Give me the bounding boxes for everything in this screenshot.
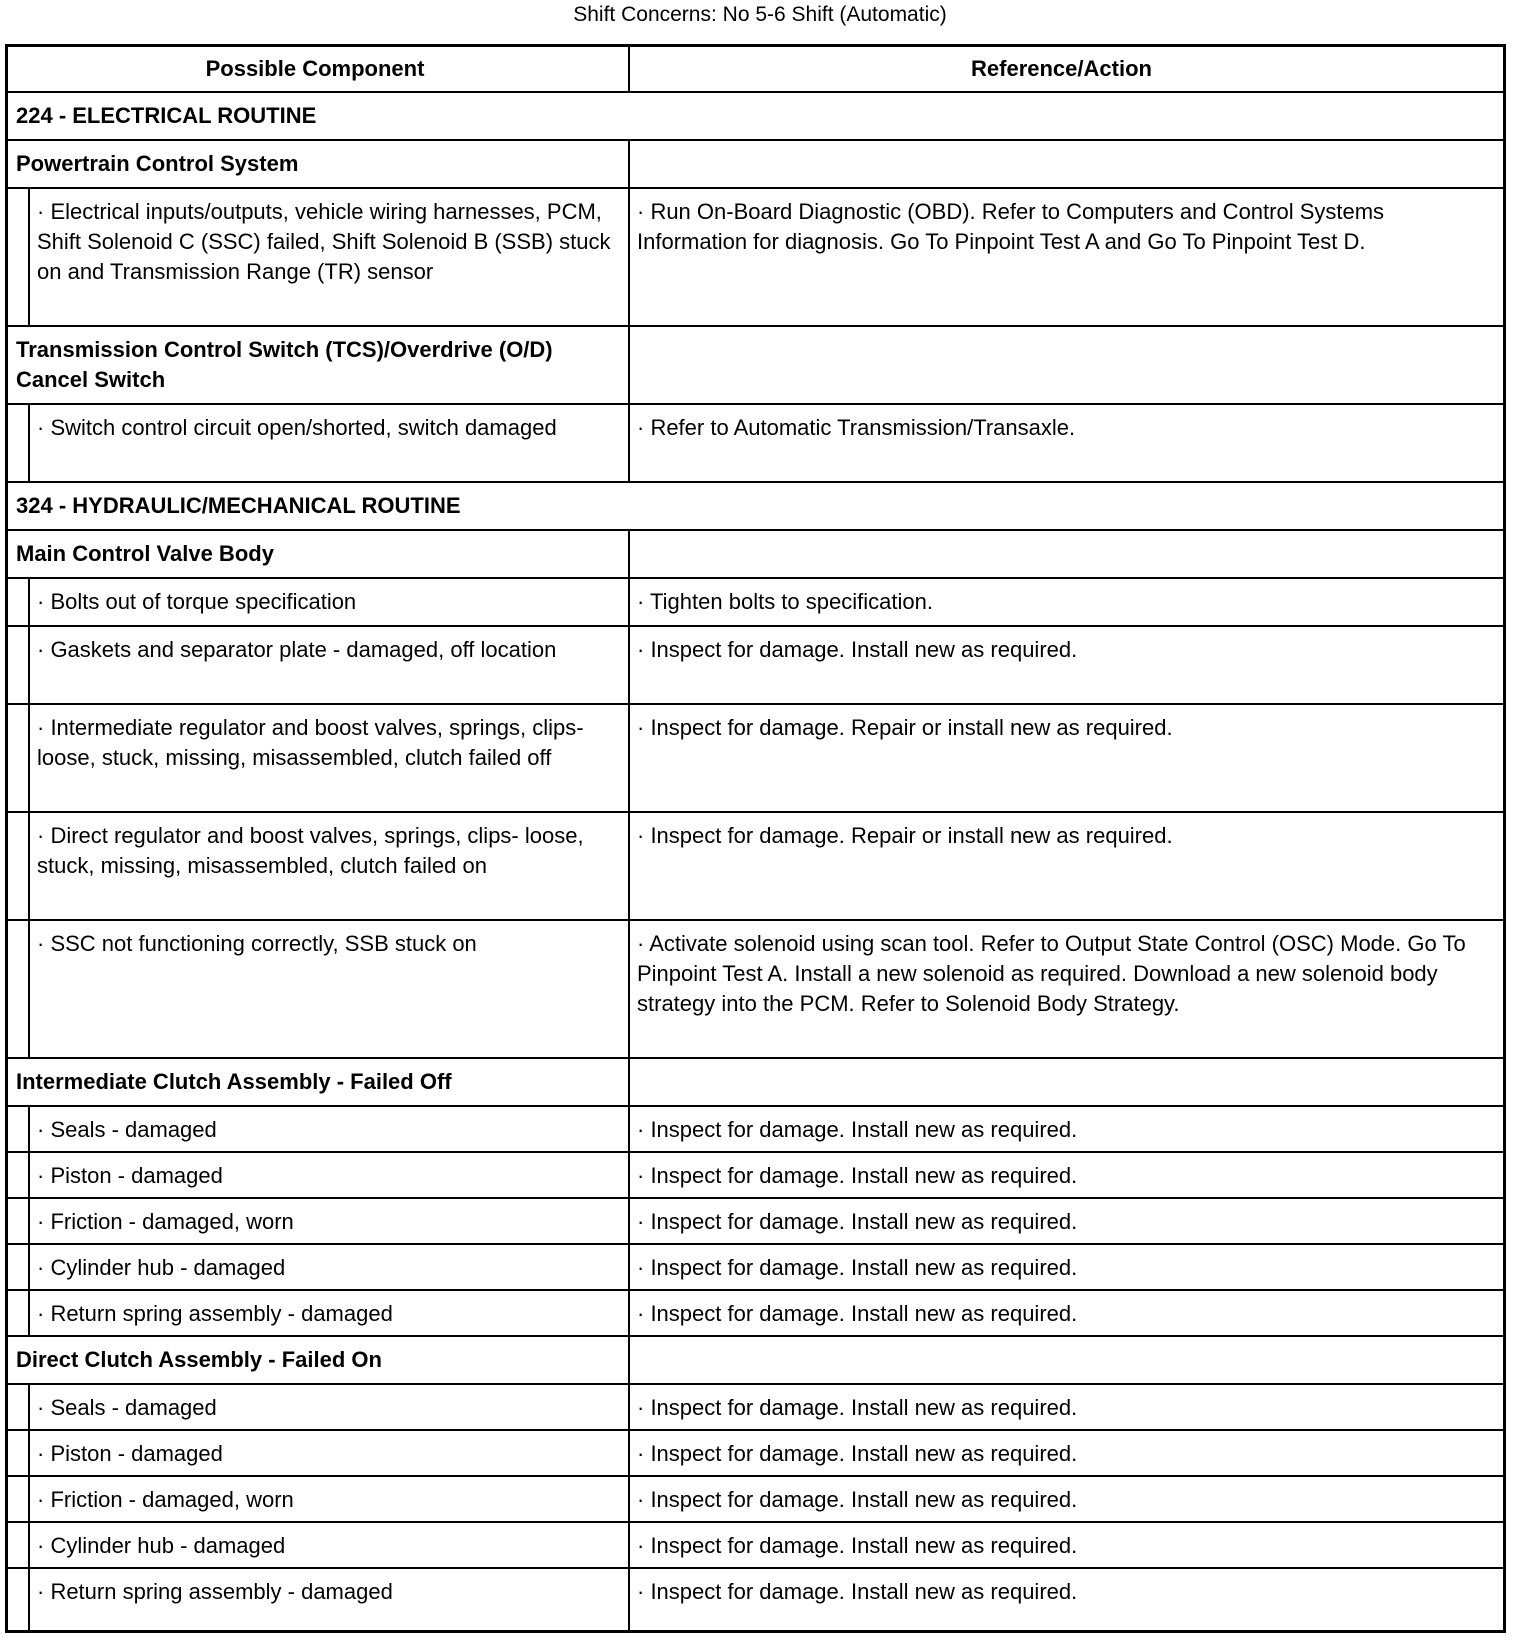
action-cell: · Inspect for damage. Install new as required. [637, 1163, 1078, 1188]
action-cell: · Inspect for damage. Install new as required. [637, 1487, 1078, 1512]
component-cell: · Gaskets and separator plate - damaged, off location [30, 627, 630, 703]
group-row [8, 327, 1503, 405]
table-row [8, 1245, 1503, 1291]
action-cell: · Inspect for damage. Repair or install new as required. [637, 823, 1173, 848]
indent-cell [8, 1199, 30, 1243]
action-cell: · Inspect for damage. Install new as required. [637, 1255, 1078, 1280]
column-header-component: Possible Component [8, 47, 630, 91]
component-cell: · Cylinder hub - damaged [30, 1523, 630, 1567]
table-row [8, 1569, 1503, 1630]
group-row [8, 141, 1503, 189]
page-title: Shift Concerns: No 5-6 Shift (Automatic) [573, 3, 947, 26]
action-cell: · Activate solenoid using scan tool. Refer to Output State Control (OSC) Mode. Go To Pinpoint Test A. Install a new solenoid as required. Download a new solenoid body strategy into the PCM. Refer to Solenoid Body Strategy. [637, 931, 1466, 1016]
action-cell: · Inspect for damage. Install new as required. [637, 1441, 1078, 1466]
group-title: Intermediate Clutch Assembly - Failed Off [8, 1059, 630, 1105]
group-row [8, 1337, 1503, 1385]
section-title: 324 - HYDRAULIC/MECHANICAL ROUTINE [16, 493, 461, 518]
table-row [8, 1477, 1503, 1523]
section-title: 224 - ELECTRICAL ROUTINE [16, 103, 317, 128]
group-title: Transmission Control Switch (TCS)/Overdrive (O/D) Cancel Switch [8, 327, 630, 403]
component-cell: · SSC not functioning correctly, SSB stuck on [30, 921, 630, 1057]
table-row [8, 813, 1503, 921]
indent-cell [8, 1569, 30, 1630]
action-cell: · Inspect for damage. Install new as required. [637, 1579, 1078, 1604]
diagnostic-table [5, 44, 1506, 1633]
action-cell: · Inspect for damage. Repair or install new as required. [637, 715, 1173, 740]
component-cell: · Return spring assembly - damaged [30, 1291, 630, 1335]
component-cell: · Return spring assembly - damaged [30, 1569, 630, 1630]
table-row [8, 705, 1503, 813]
table-row [8, 1153, 1503, 1199]
component-cell: · Intermediate regulator and boost valves, springs, clips- loose, stuck, missing, misassembled, clutch failed off [30, 705, 630, 811]
component-cell: · Piston - damaged [30, 1153, 630, 1197]
action-cell: · Run On-Board Diagnostic (OBD). Refer to Computers and Control Systems Information for diagnosis. Go To Pinpoint Test A and Go To Pinpoint Test D. [637, 199, 1385, 254]
table-row [8, 1431, 1503, 1477]
group-title: Main Control Valve Body [8, 531, 630, 577]
component-cell: · Friction - damaged, worn [30, 1199, 630, 1243]
indent-cell [8, 1245, 30, 1289]
indent-cell [8, 1153, 30, 1197]
table-row [8, 1199, 1503, 1245]
component-cell: · Switch control circuit open/shorted, switch damaged [30, 405, 630, 481]
table-row [8, 1291, 1503, 1337]
table-header-row [8, 47, 1503, 93]
component-cell: · Seals - damaged [30, 1385, 630, 1429]
table-row [8, 1107, 1503, 1153]
table-row [8, 189, 1503, 327]
column-header-action: Reference/Action [971, 56, 1152, 81]
group-action [630, 1059, 1503, 1105]
indent-cell [8, 921, 30, 1057]
indent-cell [8, 1477, 30, 1521]
action-cell: · Inspect for damage. Install new as required. [637, 1209, 1078, 1234]
component-cell: · Bolts out of torque specification [30, 579, 630, 625]
indent-cell [8, 1385, 30, 1429]
indent-cell [8, 405, 30, 481]
indent-cell [8, 627, 30, 703]
component-cell: · Cylinder hub - damaged [30, 1245, 630, 1289]
indent-cell [8, 1431, 30, 1475]
group-action [630, 1337, 1503, 1383]
table-row [8, 405, 1503, 483]
table-row [8, 921, 1503, 1059]
indent-cell [8, 705, 30, 811]
component-cell: · Friction - damaged, worn [30, 1477, 630, 1521]
component-cell: · Seals - damaged [30, 1107, 630, 1151]
group-action [630, 141, 1503, 187]
group-title: Powertrain Control System [8, 141, 630, 187]
action-cell: · Inspect for damage. Install new as required. [637, 637, 1078, 662]
action-cell: · Inspect for damage. Install new as required. [637, 1301, 1078, 1326]
table-row [8, 1523, 1503, 1569]
action-cell: · Inspect for damage. Install new as required. [637, 1533, 1078, 1558]
indent-cell [8, 1107, 30, 1151]
section-row [8, 483, 1503, 531]
table-row [8, 579, 1503, 627]
action-cell: · Tighten bolts to specification. [637, 589, 933, 614]
indent-cell [8, 579, 30, 625]
group-action [630, 531, 1503, 577]
action-cell: · Refer to Automatic Transmission/Transaxle. [637, 415, 1076, 440]
indent-cell [8, 189, 30, 325]
group-row [8, 531, 1503, 579]
component-cell: · Electrical inputs/outputs, vehicle wiring harnesses, PCM, Shift Solenoid C (SSC) failed, Shift Solenoid B (SSB) stuck on and Transmission Range (TR) sensor [30, 189, 630, 325]
section-row [8, 93, 1503, 141]
group-action [630, 327, 1503, 403]
group-row [8, 1059, 1503, 1107]
component-cell: · Direct regulator and boost valves, springs, clips- loose, stuck, missing, misassembled, clutch failed on [30, 813, 630, 919]
indent-cell [8, 1291, 30, 1335]
action-cell: · Inspect for damage. Install new as required. [637, 1395, 1078, 1420]
table-row [8, 627, 1503, 705]
action-cell: · Inspect for damage. Install new as required. [637, 1117, 1078, 1142]
indent-cell [8, 813, 30, 919]
table-row [8, 1385, 1503, 1431]
group-title: Direct Clutch Assembly - Failed On [8, 1337, 630, 1383]
indent-cell [8, 1523, 30, 1567]
component-cell: · Piston - damaged [30, 1431, 630, 1475]
